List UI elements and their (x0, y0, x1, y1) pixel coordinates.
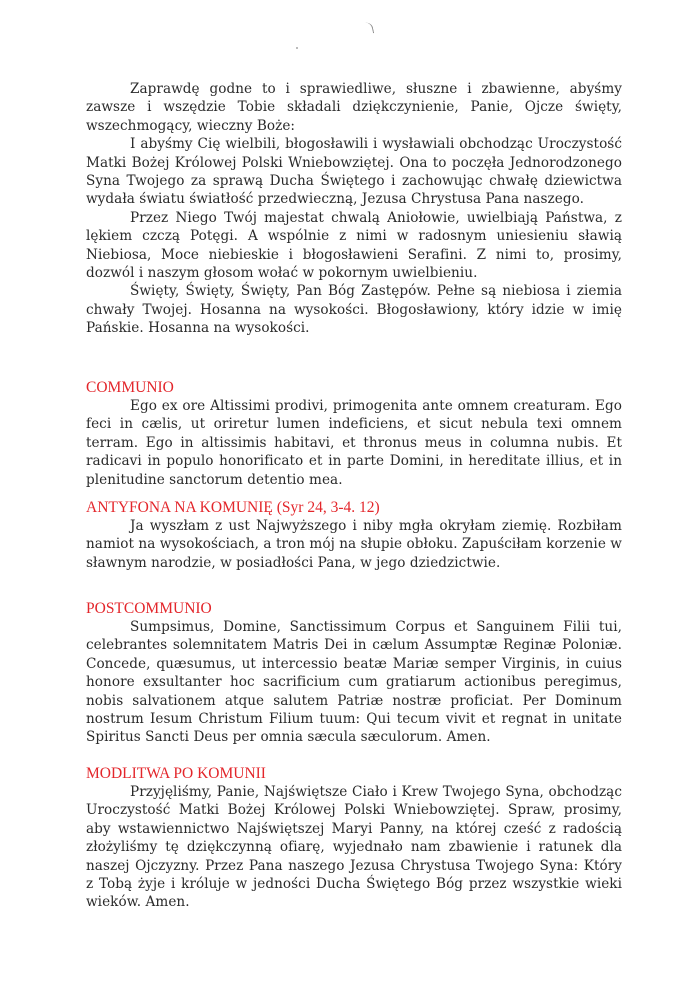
scan-speck (296, 47, 298, 49)
modlitwa-heading: MODLITWA PO KOMUNII (86, 765, 266, 782)
preface-section (86, 80, 622, 338)
preface-paragraph: Zaprawdę godne to i sprawiedliwe, słuszne i zbawienne, abyśmy zawsze i wszędzie Tobie składali dziękczynienie, Panie, Ojcze święty, wszechmogący, wieczny Boże: (86, 81, 622, 134)
postcommunio-section (86, 600, 622, 747)
postcommunio-heading: POSTCOMMUNIO (86, 600, 212, 617)
preface-paragraph: I abyśmy Cię wielbili, błogosławili i wysławiali obchodząc Uroczystość Matki Bożej Królowej Polski Wniebowziętej. Ona to poczęła Jednorodzonego Syna Twojego za sprawą Ducha Świętego i zachowując chwałę dziewictwa wydała światu światłość przedwieczną, Jezusa Chrystusa Pana naszego. (86, 136, 622, 208)
communio-text: Ego ex ore Altissimi prodivi, primogenita ante omnem creaturam. Ego feci in cælis, ut oriretur lumen indeficiens, et sicut nebula texi omnem terram. Ego in altissimis habitavi, et thronus meus in columna nubis. Et radicavi in populo honorificato et in parte Domini, in hereditate illius, et in plenitudine sanctorum detentio mea. (86, 398, 622, 488)
postcommunio-text: Sumpsimus, Domine, Sanctissimum Corpus et Sanguinem Filii tui, celebrantes solemnitatem Matris Dei in cælum Assumptæ Reginæ Poloniæ. Concede, quæsumus, ut intercessio beatæ Mariæ semper Virginis, in cuius honore exsultanter hoc sacrificium cum gratiarum actionibus peregimus, nobis salvationem atque salutem Patriæ nostræ proficiat. Per Dominum nostrum Iesum Christum Filium tuum: Qui tecum vivit et regnat in unitate Spiritus Sancti Deus per omnia sæcula sæculorum. Amen. (86, 619, 622, 746)
antyfona-heading (86, 499, 622, 517)
antyfona-title: ANTYFONA NA KOMUNIĘ (86, 499, 273, 516)
preface-paragraph: Święty, Święty, Święty, Pan Bóg Zastępów. Pełne są niebiosa i ziemia chwały Twojej. Hosanna na wysokości. Błogosławiony, który idzie w imię Pańskie. Hosanna na wysokości. (86, 283, 622, 337)
antyfona-text: Ja wyszłam z ust Najwyższego i niby mgła okryłam ziemię. Rozbiłam namiot na wysokościach, a tron mój na słupie obłoku. Zapuściłam korzenie w sławnym narodzie, w posiadłości Pana, w jego dziedzictwie. (86, 518, 622, 571)
modlitwa-text: Przyjęliśmy, Panie, Najświętsze Ciało i Krew Twojego Syna, obchodząc Uroczystość Matki Bożej Królowej Polski Wniebowziętej. Spraw, prosimy, aby wstawiennictwo Najświętszej Maryi Panny, na której cześć z radością złożyliśmy tę dziękczynną ofiarę, wyjednało nam zbawienie i ratunek dla naszej Ojczyzny. Przez Pana naszego Jezusa Chrystusa Twojego Syna: Który z Tobą żyje i króluje w jedności Ducha Świętego Bóg przez wszystkie wieki wieków. Amen. (86, 784, 622, 911)
antyfona-section (86, 499, 622, 572)
modlitwa-section (86, 765, 622, 912)
communio-heading: COMMUNIO (86, 379, 174, 396)
preface-paragraph: Przez Niego Twój majestat chwalą Aniołowie, uwielbiają Państwa, z lękiem czczą Potęgi. A wspólnie z nimi w radosnym uniesieniu sławią Niebiosa, Moce niebieskie i błogosławieni Serafini. Z nimi to, prosimy, dozwól i naszym głosom wołać w pokornym uwielbieniu. (86, 209, 622, 282)
scan-mark (365, 21, 374, 34)
antyfona-reference: (Syr 24, 3-4. 12) (276, 499, 380, 516)
communio-section (86, 379, 622, 489)
